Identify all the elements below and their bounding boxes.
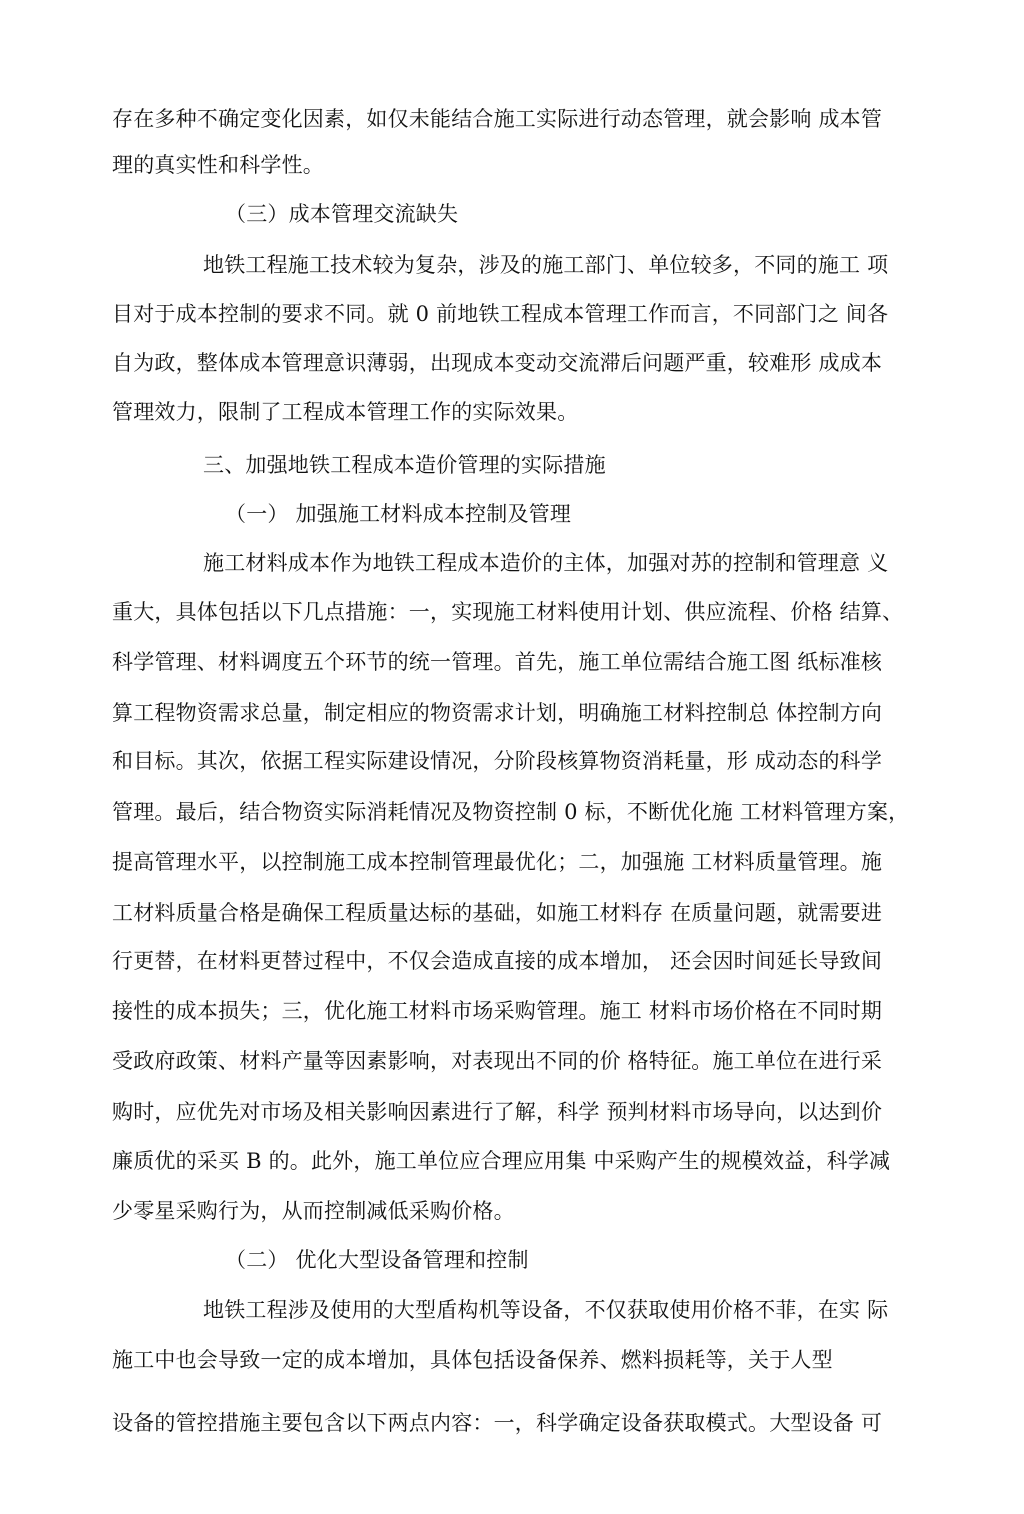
text-line: 工材料质量合格是确保工程质量达标的基础，如施工材料存 在质量问题，就需要进 <box>112 901 883 925</box>
text-line: 管理。最后，结合物资实际消耗情况及物资控制 0 标，不断优化施 工材料管理方案， <box>112 800 910 824</box>
text-line: 重大，具体包括以下几点措施：一，实现施工材料使用计划、供应流程、价格 结算、 <box>112 600 904 624</box>
text-line: 目对于成本控制的要求不同。就 0 前地铁工程成本管理工作而言，不同部门之 间各 <box>112 302 889 326</box>
text-line: 提高管理水平，以控制施工成本控制管理最优化；二，加强施 工材料质量管理。施 <box>112 850 883 874</box>
section-heading: （一） 加强施工材料成本控制及管理 <box>225 502 572 526</box>
text-line: 购时，应优先对市场及相关影响因素进行了解，科学 预判材料市场导向，以达到价 <box>112 1100 883 1124</box>
text-line: 管理效力，限制了工程成本管理工作的实际效果。 <box>112 400 579 424</box>
text-line: 设备的管控措施主要包含以下两点内容：一，科学确定设备获取模式。大型设备 可 <box>112 1411 883 1435</box>
section-heading: 三、加强地铁工程成本造价管理的实际措施 <box>203 453 606 477</box>
text-line: 自为政，整体成本管理意识薄弱，出现成本变动交流滞后问题严重，较难形 成成本 <box>112 351 883 375</box>
section-heading: （二） 优化大型设备管理和控制 <box>225 1248 529 1272</box>
text-line: 受政府政策、材料产量等因素影响，对表现出不同的价 格特征。施工单位在进行采 <box>112 1049 883 1073</box>
text-line: 理的真实性和科学性。 <box>112 153 324 177</box>
section-heading: （三）成本管理交流缺失 <box>225 202 459 226</box>
text-line: 地铁工程涉及使用的大型盾构机等设备，不仅获取使用价格不菲，在实 际 <box>203 1298 889 1322</box>
text-line: 少零星采购行为，从而控制减低采购价格。 <box>112 1199 515 1223</box>
text-line: 施工材料成本作为地铁工程成本造价的主体，加强对苏的控制和管理意 义 <box>203 551 889 575</box>
text-line: 科学管理、材料调度五个环节的统一管理。首先，施工单位需结合施工图 纸标准核 <box>112 650 883 674</box>
text-line: 和目标。其次，依据工程实际建设情况，分阶段核算物资消耗量，形 成动态的科学 <box>112 749 883 773</box>
text-line: 算工程物资需求总量，制定相应的物资需求计划，明确施工材料控制总 体控制方向 <box>112 701 883 725</box>
text-line: 施工中也会导致一定的成本增加，具体包括设备保养、燃料损耗等，关于人型 <box>112 1348 833 1372</box>
text-line: 接性的成本损失；三，优化施工材料市场采购管理。施工 材料市场价格在不同时期 <box>112 999 883 1023</box>
text-line: 存在多种不确定变化因素，如仅未能结合施工实际进行动态管理，就会影响 成本管 <box>112 107 883 131</box>
text-line: 行更替，在材料更替过程中，不仅会造成直接的成本增加， 还会因时间延长导致间 <box>112 949 883 973</box>
text-line: 地铁工程施工技术较为复杂，涉及的施工部门、单位较多，不同的施工 项 <box>203 253 889 277</box>
text-line: 廉质优的采买 B 的。此外，施工单位应合理应用集 中采购产生的规模效益，科学减 <box>112 1149 891 1173</box>
